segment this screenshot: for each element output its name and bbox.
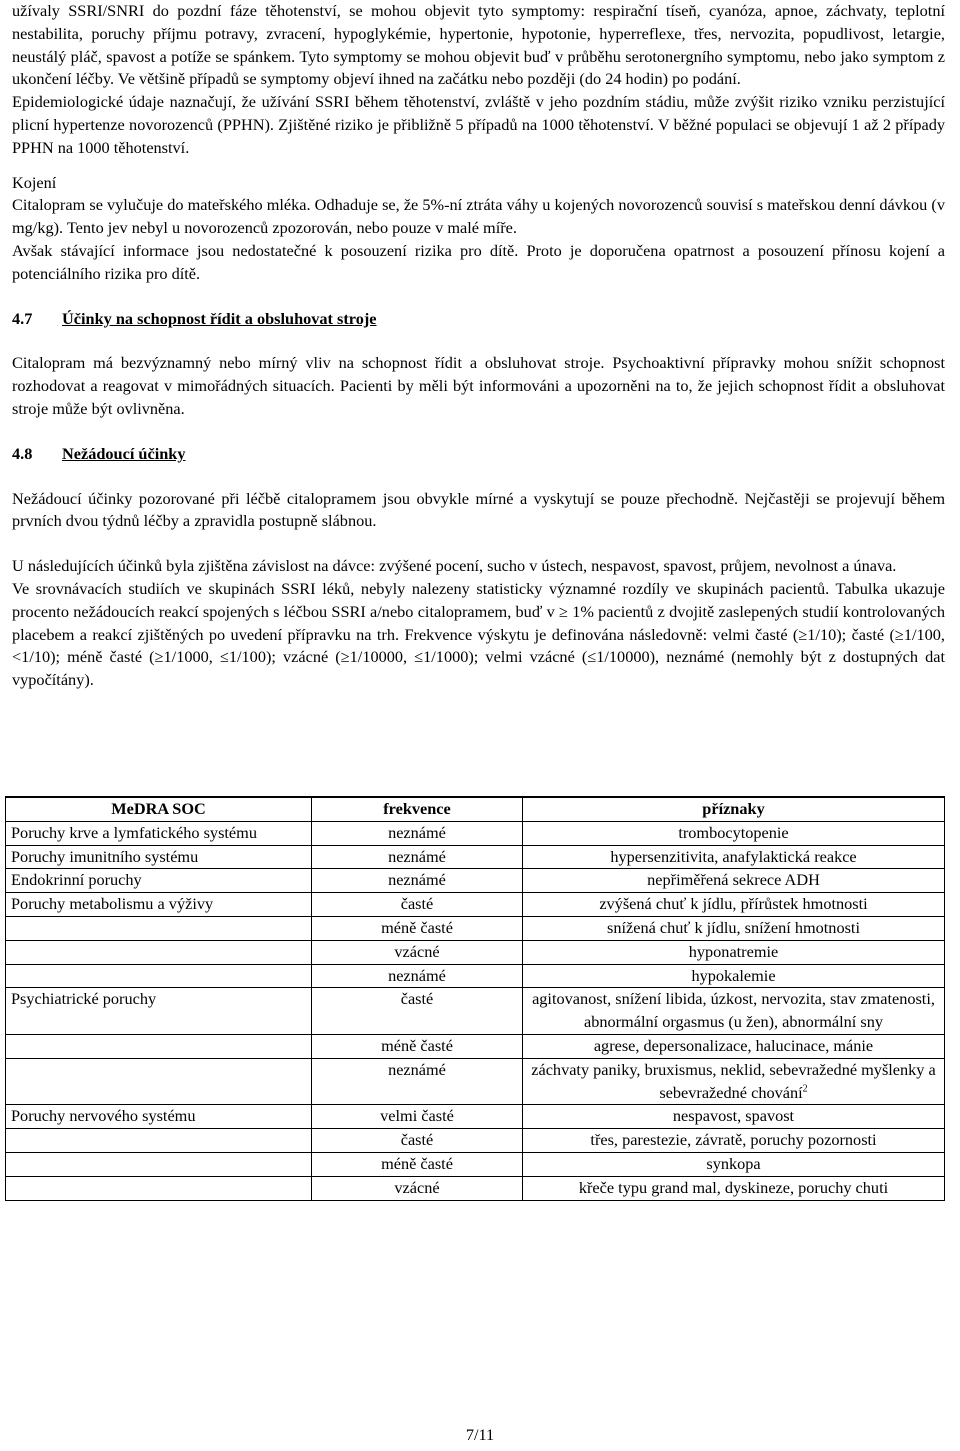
frequency-cell: neznámé xyxy=(312,964,523,988)
document-page xyxy=(12,0,945,692)
symptom-cell: nespavost, spavost xyxy=(523,1105,945,1129)
frequency-cell: méně časté xyxy=(312,1152,523,1176)
symptom-cell: agitovanost, snížení libida, úzkost, nervozita, stav zmatenosti, abnormální orgasmus (u žen), abnormální sny xyxy=(523,988,945,1035)
symptom-cell: snížená chuť k jídlu, snížení hmotnosti xyxy=(523,916,945,940)
frequency-cell: neznámé xyxy=(312,869,523,893)
section-4-8-paragraph-2: U následujících účinků byla zjištěna závislost na dávce: zvýšené pocení, sucho v ústech, nespavost, spavost, průjem, nevolnost a únava. xyxy=(12,556,897,576)
adverse-effects-table xyxy=(5,796,945,1201)
symptom-cell: hyponatremie xyxy=(523,940,945,964)
table-row xyxy=(6,1034,945,1058)
soc-cell: Endokrinní poruchy xyxy=(6,869,312,893)
frequency-cell: vzácné xyxy=(312,1176,523,1200)
table-header-row xyxy=(6,797,945,821)
table-row xyxy=(6,821,945,845)
section-4-8-heading xyxy=(12,443,945,466)
frequency-cell: vzácné xyxy=(312,940,523,964)
table-row xyxy=(6,869,945,893)
symptom-cell: hypersenzitivita, anafylaktická reakce xyxy=(523,845,945,869)
table-row xyxy=(6,988,945,1035)
section-4-8-paragraph-3: Ve srovnávacích studiích ve skupinách SSRI léků, nebyly nalezeny statisticky významné rozdíly ve skupinách pacientů. Tabulka ukazuje procento nežádoucích reakcí spojených s léčbou SSRI a/nebo citalopramem, buď v ≥ 1% pacientů z dvojitě zaslepených studií kontrolovaných placebem a reakcí zjištěných po uvedení přípravku na trh. Frekvence výskytu je definována následovně: velmi časté (≥1/10); časté (≥1/100, <1/10); méně časté (≥1/1000, ≤1/100); vzácné (≥1/10000, ≤1/1000); velmi vzácné (≤1/10000), neznámé (nemohly být z dostupných dat vypočítány). xyxy=(12,578,945,690)
table-body xyxy=(6,821,945,1200)
table-row xyxy=(6,1152,945,1176)
soc-cell xyxy=(6,1034,312,1058)
soc-cell: Poruchy metabolismu a výživy xyxy=(6,893,312,917)
frequency-cell: časté xyxy=(312,1129,523,1153)
header-symptoms: příznaky xyxy=(523,797,945,821)
kojeni-heading: Kojení xyxy=(12,172,57,192)
section-4-7-heading xyxy=(12,308,945,331)
section-4-8-title: Nežádoucí účinky xyxy=(62,443,186,463)
frequency-cell: méně časté xyxy=(312,1034,523,1058)
frequency-cell: velmi časté xyxy=(312,1105,523,1129)
symptom-cell: hypokalemie xyxy=(523,964,945,988)
soc-cell xyxy=(6,964,312,988)
kojeni-paragraph-2: Avšak stávající informace jsou nedostatečné k posouzení rizika pro dítě. Proto je doporučena opatrnost a posouzení přínosu kojení a potenciálního rizika pro dítě. xyxy=(12,240,945,283)
soc-cell: Poruchy nervového systému xyxy=(6,1105,312,1129)
page-number: 7/11 xyxy=(465,1425,495,1444)
frequency-cell: neznámé xyxy=(312,821,523,845)
frequency-cell: časté xyxy=(312,988,523,1035)
soc-cell xyxy=(6,1152,312,1176)
section-4-7-number: 4.7 xyxy=(12,308,33,328)
section-4-7-paragraph: Citalopram má bezvýznamný nebo mírný vliv na schopnost řídit a obsluhovat stroje. Psychoaktivní přípravky mohou snížit schopnost rozhodovat a reagovat v mimořádných situacích. Pacienti by měli být informováni a upozorněni na to, že jejich schopnost řídit a obsluhovat stroje může být ovlivněna. xyxy=(12,353,945,418)
symptom-cell: křeče typu grand mal, dyskineze, poruchy chuti xyxy=(523,1176,945,1200)
soc-cell xyxy=(6,940,312,964)
soc-cell xyxy=(6,916,312,940)
soc-cell: Poruchy krve a lymfatického systému xyxy=(6,821,312,845)
frequency-cell: méně časté xyxy=(312,916,523,940)
symptom-cell: trombocytopenie xyxy=(523,821,945,845)
frequency-cell: neznámé xyxy=(312,1058,523,1105)
section-4-7-title: Účinky na schopnost řídit a obsluhovat stroje xyxy=(62,308,377,328)
symptom-cell: zvýšená chuť k jídlu, přírůstek hmotnosti xyxy=(523,893,945,917)
section-4-8-paragraph-1: Nežádoucí účinky pozorované při léčbě citalopramem jsou obvykle mírné a vyskytují se pouze přechodně. Nejčastěji se projevují během prvních dvou týdnů léčby a zpravidla postupně slábnou. xyxy=(12,488,945,531)
table-row xyxy=(6,940,945,964)
header-soc: MeDRA SOC xyxy=(6,797,312,821)
table-row xyxy=(6,893,945,917)
kojeni-paragraph-1: Citalopram se vylučuje do mateřského mléka. Odhaduje se, že 5%-ní ztráta váhy u kojených novorozenců souvisí s mateřskou denní dávkou (v mg/kg). Tento jev nebyl u novorozenců zpozorován, nebo pouze v malé míře. xyxy=(12,195,945,238)
table-row xyxy=(6,964,945,988)
symptom-cell: agrese, depersonalizace, halucinace, mánie xyxy=(523,1034,945,1058)
table-row xyxy=(6,845,945,869)
table-row xyxy=(6,1129,945,1153)
header-frequency: frekvence xyxy=(312,797,523,821)
symptom-cell: třes, parestezie, závratě, poruchy pozornosti xyxy=(523,1129,945,1153)
soc-cell xyxy=(6,1176,312,1200)
frequency-cell: neznámé xyxy=(312,845,523,869)
intro-paragraph-2: Epidemiologické údaje naznačují, že užívání SSRI během těhotenství, zvláště v jeho pozdním stádiu, může zvýšit riziko vzniku perzistující plicní hypertenze novorozenců (PPHN). Zjištěné riziko je přibližně 5 případů na 1000 těhotenství. V běžné populaci se objevují 1 až 2 případy PPHN na 1000 těhotenství. xyxy=(12,92,945,157)
soc-cell xyxy=(6,1129,312,1153)
section-4-8-number: 4.8 xyxy=(12,443,33,463)
table-row xyxy=(6,1105,945,1129)
table-row xyxy=(6,1176,945,1200)
intro-paragraph-1: užívaly SSRI/SNRI do pozdní fáze těhotenství, se mohou objevit tyto symptomy: respirační tíseň, cyanóza, apnoe, záchvaty, teplotní nestabilita, poruchy příjmu potravy, zvracení, hypoglykémie, hypertonie, hypotonie, hyperreflexe, třes, nervozita, popudlivost, letargie, neustálý pláč, spavost a potíže se spánkem. Tyto symptomy se mohou objevit buď v průběhu serotonergního symptomu, nebo jako symptom z ukončení léčby. Ve většině případů se symptomy objeví ihned na začátku nebo později (do 24 hodin) po podání. xyxy=(12,1,945,89)
soc-cell: Poruchy imunitního systému xyxy=(6,845,312,869)
soc-cell: Psychiatrické poruchy xyxy=(6,988,312,1035)
symptom-cell: záchvaty paniky, bruxismus, neklid, sebevražedné myšlenky a sebevražedné chování$^2$ xyxy=(523,1058,945,1105)
footnote-reference: 2 xyxy=(802,1083,808,1095)
symptom-cell: nepřiměřená sekrece ADH xyxy=(523,869,945,893)
symptom-cell: synkopa xyxy=(523,1152,945,1176)
table-row xyxy=(6,1058,945,1105)
frequency-cell: časté xyxy=(312,893,523,917)
table-row xyxy=(6,916,945,940)
soc-cell xyxy=(6,1058,312,1105)
